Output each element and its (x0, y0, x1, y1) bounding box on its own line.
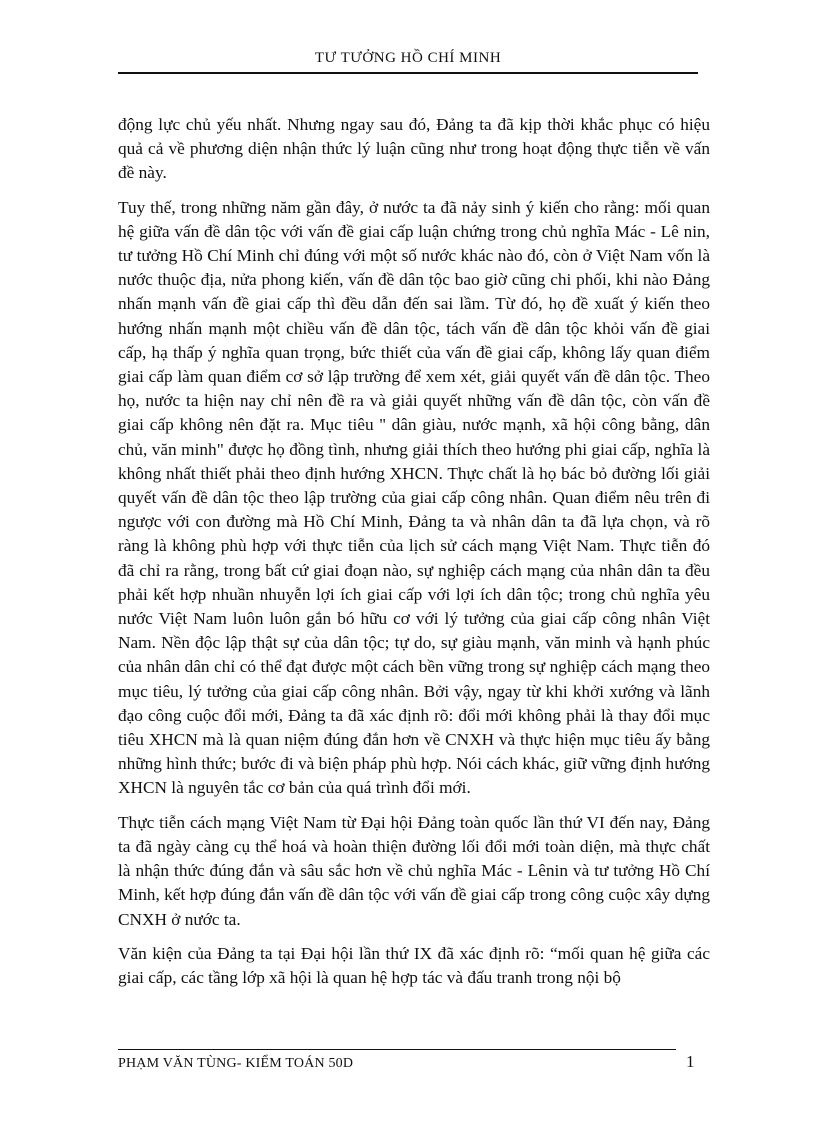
paragraph: Thực tiễn cách mạng Việt Nam từ Đại hội Đảng toàn quốc lần thứ VI đến nay, Đảng ta đã ngày càng cụ thể hoá và hoàn thiện đường lối đổi mới toàn diện, mà thực chất là nhận thức đúng đắn và sâu sắc hơn về chủ nghĩa Mác - Lênin và tư tưởng Hồ Chí Minh, kết hợp đúng đắn vấn đề dân tộc với vấn đề giai cấp trong công cuộc xây dựng CNXH ở nước ta. (118, 812, 710, 929)
paragraph: động lực chủ yếu nhất. Nhưng ngay sau đó, Đảng ta đã kịp thời khắc phục có hiệu quả cả về phương diện nhận thức lý luận cũng như trong hoạt động thực tiễn về vấn đề này. (118, 115, 710, 183)
page-number: 1 (686, 1052, 695, 1071)
paragraph: Tuy thế, trong những năm gần đây, ở nước ta đã nảy sinh ý kiến cho rằng: mối quan hệ giữa vấn đề dân tộc với vấn đề giai cấp luận chứng trong chủ nghĩa Mác - Lê nin, tư tưởng Hồ Chí Minh chỉ đúng với một số nước khác nào đó, còn ở Việt Nam vốn là nước thuộc địa, nửa phong kiến, vấn đề dân tộc bao giờ cũng chi phối, khi nào Đảng nhấn mạnh vấn đề giai cấp thì đều dẫn đến sai lầm. Từ đó, họ đề xuất ý kiến theo hướng nhấn mạnh một chiều vấn đề dân tộc, tách vấn đề dân tộc khỏi vấn đề giai cấp, hạ thấp ý nghĩa quan trọng, bức thiết của vấn đề giai cấp, không lấy quan điểm giai cấp làm quan điểm cơ sở lập trường để xem xét, giải quyết vấn đề dân tộc. Theo họ, nước ta hiện nay chỉ nên đề ra và giải quyết những vấn đề dân tộc, còn vấn đề giai cấp không nên đặt ra. Mục tiêu '' dân giàu, nước mạnh, xã hội công bằng, dân chủ, văn minh" được họ đồng tình, nhưng giải thích theo hướng phi giai cấp, nghĩa là không nhất thiết phải theo định hướng XHCN. Thực chất là họ bác bỏ đường lối giải quyết vấn đề dân tộc theo lập trường của giai cấp công nhân. Quan điểm nêu trên đi ngược với con đường mà Hồ Chí Minh, Đảng ta và nhân dân ta đã lựa chọn, và rõ ràng là không phù hợp với thực tiễn của lịch sử cách mạng Việt Nam. Thực tiễn đó đã chỉ ra rằng, trong bất cứ giai đoạn nào, sự nghiệp cách mạng của nhân dân ta đều phải kết hợp nhuần nhuyễn lợi ích giai cấp với lợi ích dân tộc; trong chủ nghĩa yêu nước Việt Nam luôn luôn gắn bó hữu cơ với lý tưởng của giai cấp công nhân Việt Nam. Nền độc lập thật sự của dân tộc; tự do, sự giàu mạnh, văn minh và hạnh phúc của nhân dân chỉ có thể đạt được một cách bền vững trong sự nghiệp cách mạng theo mục tiêu, lý tưởng của giai cấp công nhân. Bởi vậy, ngay từ khi khởi xướng và lãnh đạo công cuộc đổi mới, Đảng ta đã xác định rõ: đổi mới không phải là thay đổi mục tiêu XHCN mà là quan niệm đúng đắn hơn về CNXH và thực hiện mục tiêu ấy bằng những hình thức; bước đi và biện pháp phù hợp. Nói cách khác, giữ vững định hướng XHCN là nguyên tắc cơ bản của quá trình đổi mới. (118, 197, 710, 798)
footer-author: PHẠM VĂN TÙNG- KIỂM TOÁN 50D (118, 1056, 354, 1071)
paragraph: Văn kiện của Đảng ta tại Đại hội lần thứ IX đã xác định rõ: “mối quan hệ giữa các giai cấp, các tầng lớp xã hội là quan hệ hợp tác và đấu tranh trong nội bộ (118, 943, 710, 987)
page-header-title: TƯ TƯỞNG HỒ CHÍ MINH (314, 50, 502, 66)
footer-divider (118, 1049, 676, 1050)
header-divider (118, 72, 698, 74)
document-body (118, 113, 710, 1000)
